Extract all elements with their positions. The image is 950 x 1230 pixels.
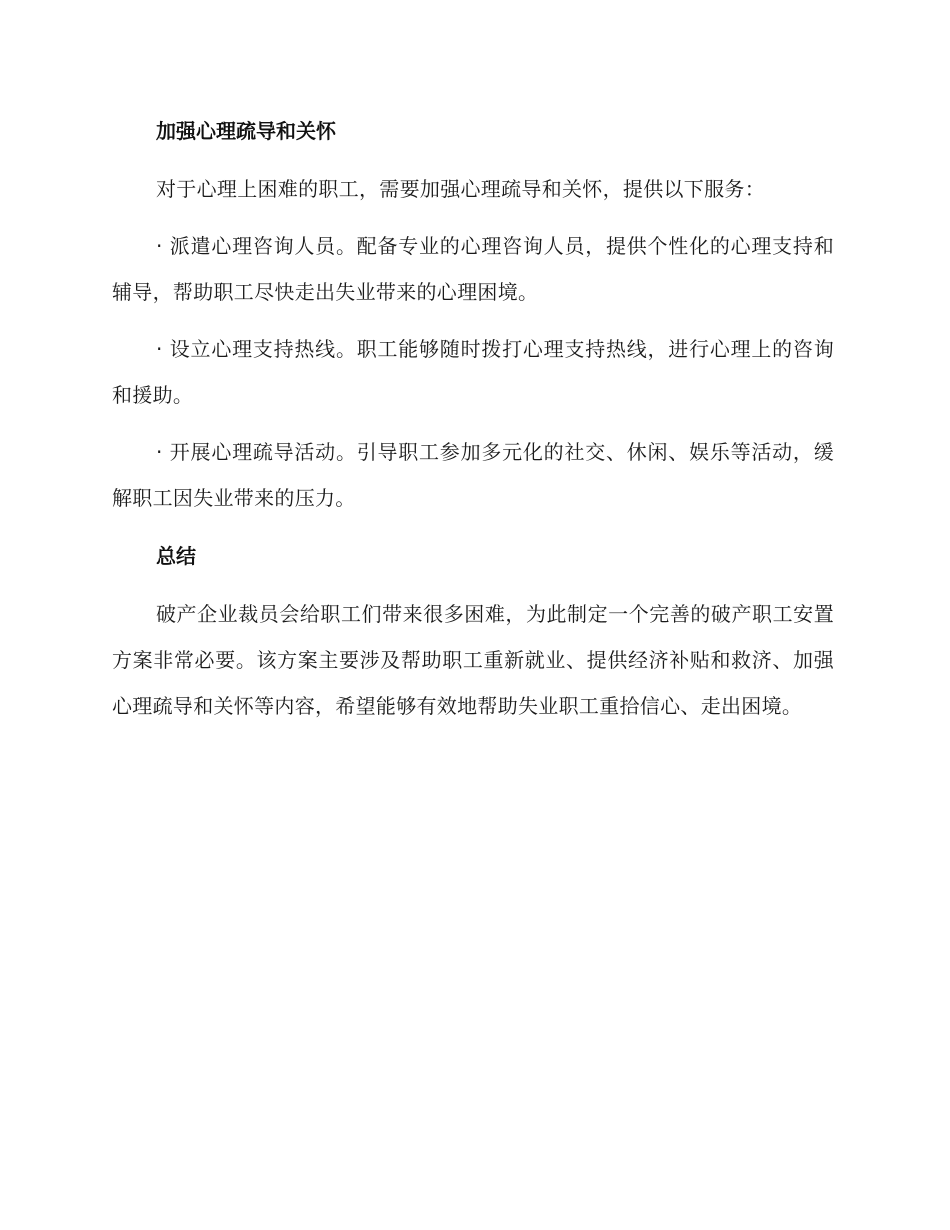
section-heading-psychological-care: 加强心理疏导和关怀 xyxy=(156,119,336,143)
document-content xyxy=(112,108,834,729)
section-heading-summary: 总结 xyxy=(156,544,196,568)
summary-paragraph: 破产企业裁员会给职工们带来很多困难，为此制定一个完善的破产职工安置方案非常必要。该方案主要涉及帮助职工重新就业、提供经济补贴和救济、加强心理疏导和关怀等内容，希望能够有效地帮助失业职工重拾信心、走出困境。 xyxy=(112,602,834,718)
bullet-hotline: · 设立心理支持热线。职工能够随时拨打心理支持热线，进行心理上的咨询和援助。 xyxy=(112,337,834,407)
bullet-activities: · 开展心理疏导活动。引导职工参加多元化的社交、休闲、娱乐等活动，缓解职工因失业带来的压力。 xyxy=(112,440,834,510)
section-intro-paragraph: 对于心理上困难的职工，需要加强心理疏导和关怀，提供以下服务： xyxy=(156,177,765,201)
bullet-counselor: · 派遣心理咨询人员。配备专业的心理咨询人员，提供个性化的心理支持和辅导，帮助职工尽快走出失业带来的心理困境。 xyxy=(112,234,834,304)
